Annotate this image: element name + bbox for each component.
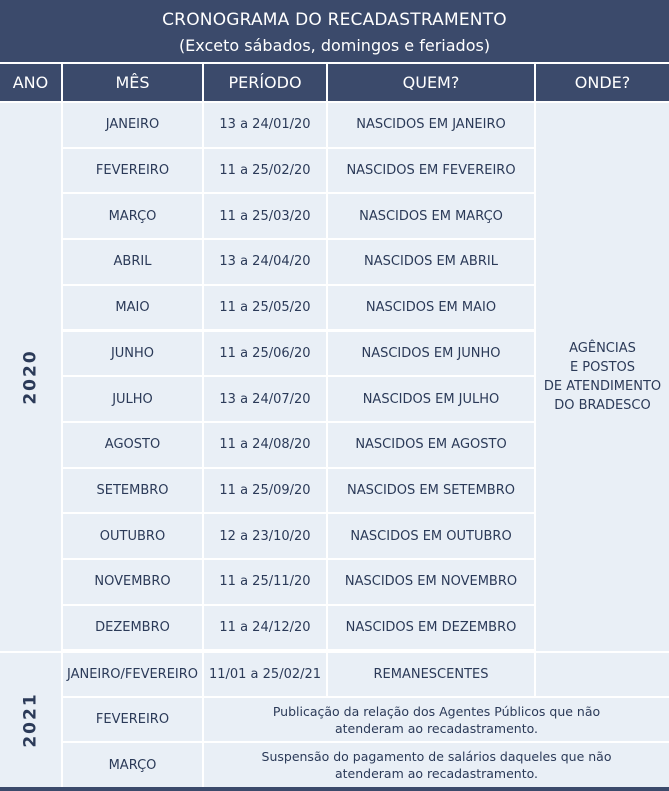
periodo-cell: 11/01 a 25/02/21: [204, 653, 326, 696]
bottom-border: [0, 787, 669, 791]
note-line: atenderam ao recadastramento.: [334, 720, 538, 736]
note-line: Publicação da relação dos Agentes Públicos que não: [272, 703, 601, 719]
quem-cell: NASCIDOS EM FEVEREIRO: [328, 149, 534, 193]
quem-cell: NASCIDOS EM JULHO: [328, 377, 534, 421]
header-mes: MÊS: [63, 64, 202, 101]
year-2020-cell: [0, 103, 61, 651]
periodo-cell: 11 a 25/03/20: [204, 194, 326, 238]
mes-cell: DEZEMBRO: [63, 606, 202, 650]
onde-line: DE ATENDIMENTO: [543, 379, 662, 394]
mes-cell: FEVEREIRO: [63, 149, 202, 193]
header-quem: QUEM?: [328, 64, 534, 101]
periodo-cell: 11 a 25/05/20: [204, 286, 326, 330]
year-2020-label: 2020: [20, 349, 41, 405]
header-onde: ONDE?: [536, 64, 669, 101]
mes-cell: JANEIRO/FEVEREIRO: [63, 653, 202, 696]
quem-cell: NASCIDOS EM JUNHO: [328, 332, 534, 376]
mes-cell: JUNHO: [63, 332, 202, 376]
onde-line: DO BRADESCO: [554, 398, 651, 413]
note-line: atenderam ao recadastramento.: [334, 766, 538, 781]
quem-cell: NASCIDOS EM OUTUBRO: [328, 514, 534, 558]
mes-cell: JANEIRO: [63, 103, 202, 147]
periodo-cell: 11 a 25/06/20: [204, 332, 326, 376]
onde-line: E POSTOS: [569, 360, 636, 375]
mes-cell: MARÇO: [63, 194, 202, 238]
header-ano: ANO: [0, 64, 61, 101]
quem-cell: NASCIDOS EM NOVEMBRO: [328, 560, 534, 604]
title-subtitle: (Exceto sábados, domingos e feriados): [178, 36, 491, 55]
note-suspensao: [204, 743, 669, 787]
quem-cell: NASCIDOS EM MAIO: [328, 286, 534, 330]
periodo-cell: 13 a 24/04/20: [204, 240, 326, 284]
mes-cell: AGOSTO: [63, 423, 202, 467]
quem-cell: NASCIDOS EM DEZEMBRO: [328, 606, 534, 650]
quem-cell: NASCIDOS EM MARÇO: [328, 194, 534, 238]
mes-cell: MAIO: [63, 286, 202, 330]
periodo-cell: 13 a 24/01/20: [204, 103, 326, 147]
periodo-cell: 11 a 24/12/20: [204, 606, 326, 650]
onde-line: AGÊNCIAS: [569, 341, 636, 356]
quem-cell: NASCIDOS EM SETEMBRO: [328, 469, 534, 513]
title-main: CRONOGRAMA DO RECADASTRAMENTO: [162, 10, 507, 30]
header-periodo: PERÍODO: [204, 64, 326, 101]
mes-cell: JULHO: [63, 377, 202, 421]
periodo-cell: 11 a 25/02/20: [204, 149, 326, 193]
quem-cell: NASCIDOS EM ABRIL: [328, 240, 534, 284]
table-title: [0, 0, 669, 62]
mes-cell: OUTUBRO: [63, 514, 202, 558]
periodo-cell: 11 a 24/08/20: [204, 423, 326, 467]
quem-cell: NASCIDOS EM JANEIRO: [328, 103, 534, 147]
mes-cell: FEVEREIRO: [63, 698, 202, 741]
year-2021-label: 2021: [20, 692, 41, 748]
note-line: Suspensão do pagamento de salários daqueles que não: [261, 749, 612, 764]
quem-cell: REMANESCENTES: [328, 653, 534, 696]
mes-cell: NOVEMBRO: [63, 560, 202, 604]
onde-2020-cell: [536, 103, 669, 651]
periodo-cell: 13 a 24/07/20: [204, 377, 326, 421]
mes-cell: MARÇO: [63, 743, 202, 787]
onde-empty-cell: [536, 653, 669, 696]
periodo-cell: 12 a 23/10/20: [204, 514, 326, 558]
mes-cell: SETEMBRO: [63, 469, 202, 513]
quem-cell: NASCIDOS EM AGOSTO: [328, 423, 534, 467]
periodo-cell: 11 a 25/11/20: [204, 560, 326, 604]
mes-cell: ABRIL: [63, 240, 202, 284]
periodo-cell: 11 a 25/09/20: [204, 469, 326, 513]
note-publicacao: [204, 698, 669, 741]
year-2021-cell: [0, 653, 61, 787]
